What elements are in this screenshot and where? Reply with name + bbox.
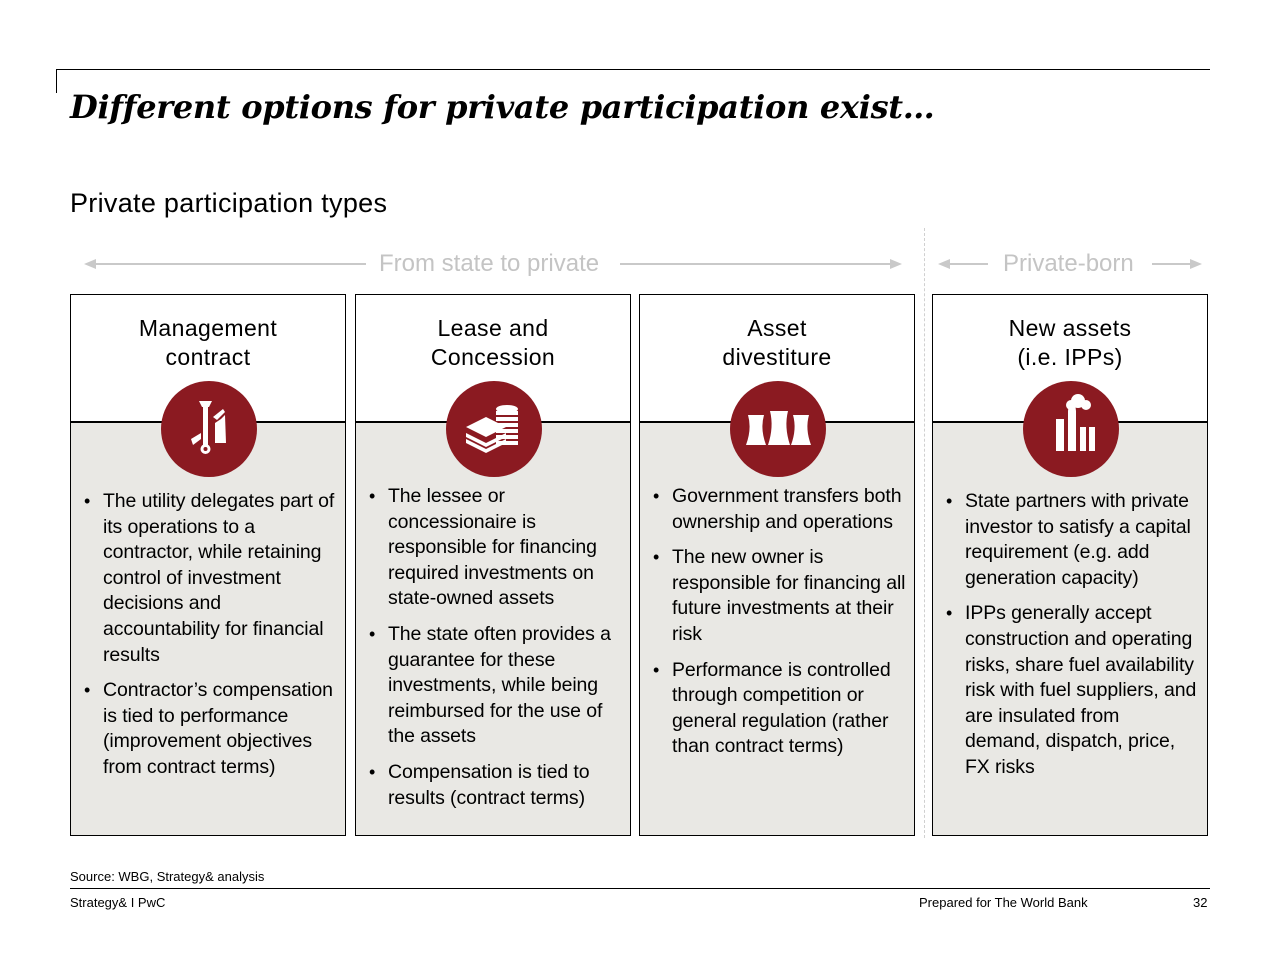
section-divider xyxy=(924,228,925,838)
card-title xyxy=(640,314,914,372)
bullet-list xyxy=(945,489,1199,791)
arrow-line-right xyxy=(1152,263,1192,265)
card-title-line: divestiture xyxy=(722,344,832,370)
page-number: 32 xyxy=(1193,895,1208,910)
list-item: • State partners with private investor to satisfy a capital requirement (e.g. add generation capacity) xyxy=(945,489,1199,591)
top-tick xyxy=(56,69,57,93)
arrow-right-head xyxy=(1190,259,1202,269)
card-title-line: (i.e. IPPs) xyxy=(1017,344,1123,370)
list-item: • Government transfers both ownership and operations xyxy=(652,484,906,535)
list-item: • The state often provides a guarantee for these investments, while being reimbursed for the use of the assets xyxy=(368,622,622,750)
card-title-line: New assets xyxy=(1008,315,1132,341)
footer-brand: Strategy& I PwC xyxy=(70,895,166,910)
bullet-list xyxy=(83,489,337,791)
state-to-private-arrow xyxy=(84,250,904,278)
private-born-arrow xyxy=(938,250,1204,278)
list-item: • The new owner is responsible for financing all future investments at their risk xyxy=(652,545,906,647)
arrow-line-left xyxy=(948,263,988,265)
card-title-line: contract xyxy=(165,344,251,370)
source-note: Source: WBG, Strategy& analysis xyxy=(70,869,265,884)
card-new-assets xyxy=(932,294,1208,836)
top-rule xyxy=(56,69,1210,70)
card-lease-concession xyxy=(355,294,631,836)
money-coins-icon xyxy=(446,381,542,477)
page-title: Different options for private participation exist… xyxy=(70,88,935,126)
footer-prepared-for: Prepared for The World Bank xyxy=(919,895,1088,910)
arrow-line-left xyxy=(94,263,366,265)
card-title-line: Management xyxy=(138,315,278,341)
tools-icon xyxy=(161,381,257,477)
card-management-contract xyxy=(70,294,346,836)
card-asset-divestiture xyxy=(639,294,915,836)
bullet-list xyxy=(368,484,622,821)
list-item: • Compensation is tied to results (contract terms) xyxy=(368,760,622,811)
state-to-private-label: From state to private xyxy=(379,250,600,277)
footer-rule xyxy=(70,888,1210,889)
arrow-line-right xyxy=(620,263,892,265)
card-title-line: Asset xyxy=(747,315,807,341)
list-item: • Contractor’s compensation is tied to performance (improvement objectives from contract terms) xyxy=(83,678,337,780)
list-item: • The utility delegates part of its operations to a contractor, while retaining control of investment decisions and accountability for financial results xyxy=(83,489,337,668)
factory-icon xyxy=(1023,381,1119,477)
card-title-line: Concession xyxy=(430,344,556,370)
card-title xyxy=(356,314,630,372)
list-item: • The lessee or concessionaire is responsible for financing required investments on state-owned assets xyxy=(368,484,622,612)
private-born-label: Private-born xyxy=(1003,250,1134,277)
cooling-towers-icon xyxy=(730,381,826,477)
list-item: • IPPs generally accept construction and operating risks, share fuel availability risk with fuel suppliers, and are insulated from demand, dispatch, price, FX risks xyxy=(945,601,1199,780)
arrow-right-head xyxy=(890,259,902,269)
card-title xyxy=(71,314,345,372)
card-title xyxy=(933,314,1207,372)
list-item: • Performance is controlled through competition or general regulation (rather than contract terms) xyxy=(652,658,906,760)
section-subtitle: Private participation types xyxy=(70,188,388,218)
card-title-line: Lease and xyxy=(437,315,549,341)
bullet-list xyxy=(652,484,906,770)
